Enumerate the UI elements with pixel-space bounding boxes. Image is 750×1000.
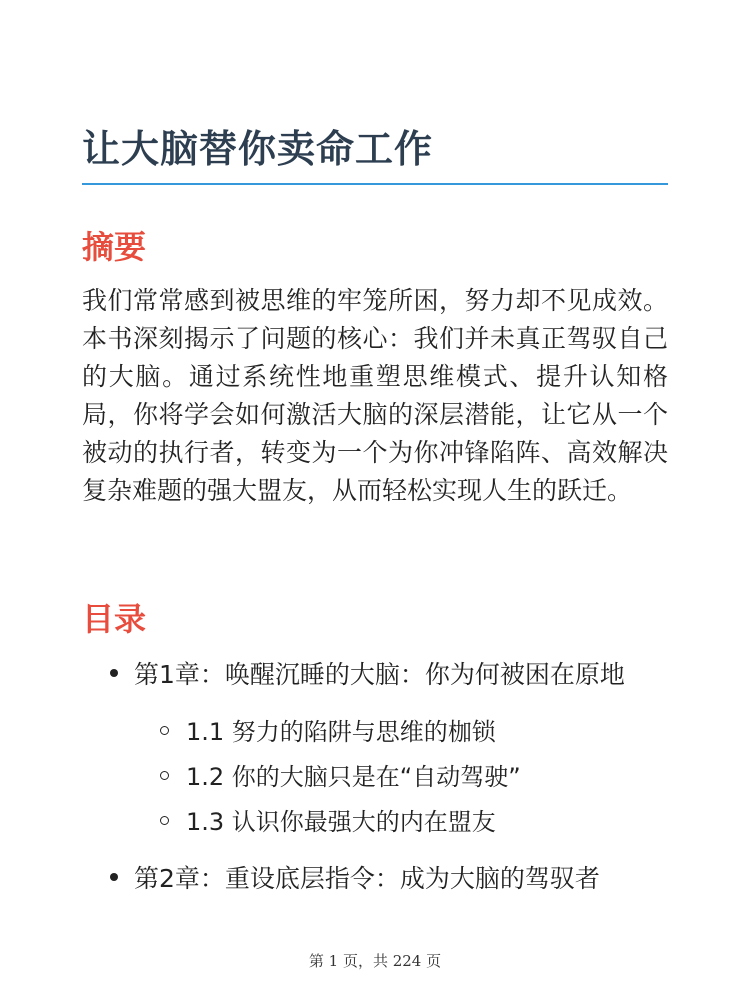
toc-section-1-1 [160, 715, 496, 749]
toc-section-label: 1.3 认识你最强大的内在盟友 [186, 808, 496, 836]
title-divider [82, 183, 668, 185]
summary-heading: 摘要 [82, 228, 147, 266]
toc-section-1-2 [160, 760, 521, 794]
bullet-circle-icon [160, 816, 169, 825]
toc-chapter-1 [110, 658, 625, 692]
document-title: 让大脑替你卖命工作 [82, 127, 434, 171]
toc-section-1-3 [160, 805, 496, 839]
bullet-disc-icon [110, 669, 118, 677]
page-number-footer: 第 1 页，共 224 页 [308, 952, 442, 970]
toc-chapter-2 [110, 862, 600, 896]
summary-paragraph: 我们常常感到被思维的牢笼所困，努力却不见成效。本书深刻揭示了问题的核心：我们并未真正驾驭自己的大脑。通过系统性地重塑思维模式、提升认知格局，你将学会如何激活大脑的深层潜能，让它从一个被动的执行者，转变为一个为你冲锋陷阵、高效解决复杂难题的强大盟友，从而轻松实现人生的跃迁。 [82, 286, 668, 505]
toc-heading: 目录 [82, 600, 147, 638]
bullet-disc-icon [110, 873, 118, 881]
toc-section-label: 1.2 你的大脑只是在“自动驾驶” [186, 763, 521, 791]
toc-section-label: 1.1 努力的陷阱与思维的枷锁 [186, 718, 496, 746]
bullet-circle-icon [160, 771, 169, 780]
toc-chapter-label: 第2章：重设底层指令：成为大脑的驾驭者 [134, 864, 600, 893]
bullet-circle-icon [160, 726, 169, 735]
toc-chapter-label: 第1章：唤醒沉睡的大脑：你为何被困在原地 [134, 660, 625, 689]
